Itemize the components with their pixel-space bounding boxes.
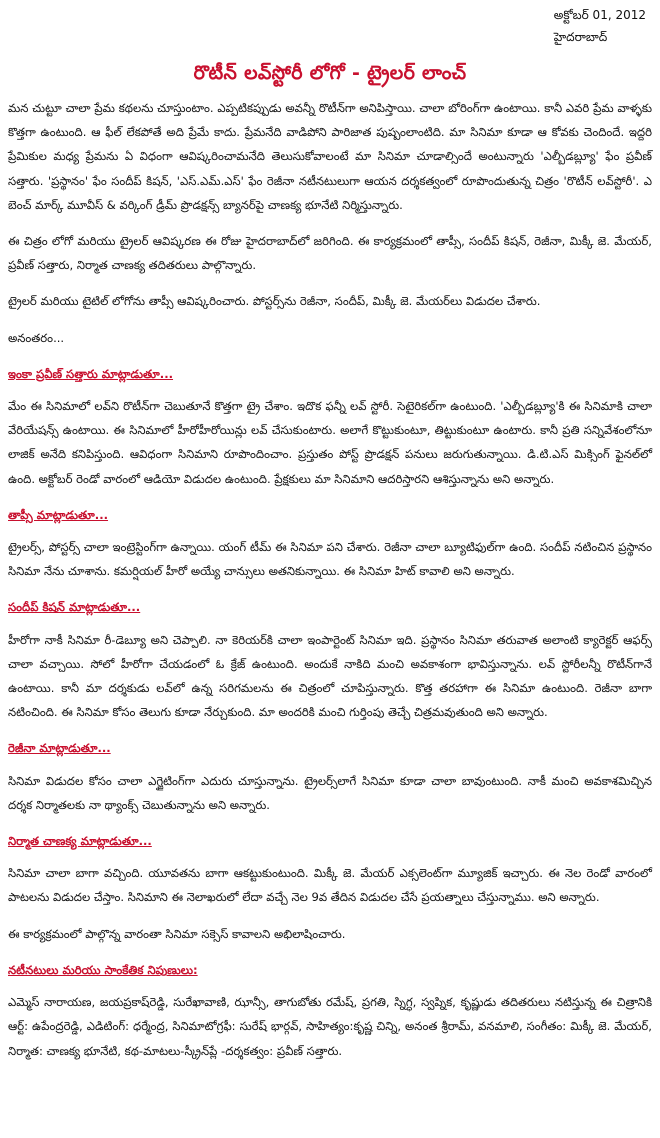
section-heading-sundeep: సందీప్ కిషన్ మాట్లాడుతూ... (8, 600, 141, 615)
paragraph-event: ఈ చిత్రం లోగో మరియు ట్రైలర్ ఆవిష్కరణ ఈ రోజు హైదరాబాద్‌లో జరిగింది. ఈ కార్యక్రమంలో తాప్సీ, సందీప్ కిషన్, రెజీనా, మిక్కీ జె. మేయర్, ప్రవీణ్ సత్తారు, నిర్మాత చాణక్య తదితరులు పాల్గొన్నారు. (8, 234, 652, 273)
section-text-praveen: మేం ఈ సినిమాలో లవ్‌ని రొటీన్‌గా చెబుతూనే కొత్తగా ట్రై చేశాం. ఇదొక ఫన్నీ లవ్ స్టోరీ. సెటైరికల్‌గా ఉంటుంది. 'ఎల్బీడబ్ల్యూ'కి ఈ సినిమాకి చాలా వేరియేషన్స్ ఉంటాయి. ఈ సినిమాలో హీరోహీరోయిన్లు లవ్ చేసుకుంటారు. అలాగే కొట్టుకుంటూ, తిట్టుకుంటూ ఉంటారు. కానీ ప్రతి సన్నివేశంలోనూ లాజిక్ అనేది కనిపిస్తుంది. ఆవిధంగా సినిమాని రూపొందించాం. ప్రస్తుతం పోస్ట్ ప్రొడక్షన్ పనులు జరుగుతున్నాయి. డి.టి.ఎస్ మిక్సింగ్ ఫైనల్‌లో ఉంది. అక్టోబర్ రెండో వారంలో ఆడియో విడుదల ఉంటుంది. ప్రేక్షకులు మా సినిమాని ఆదరిస్తారని ఆశిస్తున్నాను అని అన్నారు. (8, 399, 652, 486)
article-title: రొటీన్ లవ్‌స్టోరీ లోగో - ట్రైలర్ లాంచ్ (193, 62, 467, 84)
place-text: హైదరాబాద్ (553, 30, 608, 44)
section-heading-praveen: ఇంకా ప్రవీణ్ సత్తారు మాట్లాడుతూ... (8, 366, 174, 381)
section-text-taapsee: ట్రైలర్స్, పోస్టర్స్ చాలా ఇంట్రెస్టింగ్‌గా ఉన్నాయి. యంగ్ టీమ్ ఈ సినిమా పని చేశారు. రెజీనా చాలా బ్యూటిఫుల్‌గా ఉంది. సందీప్ నటించిన ప్రస్థానం సినిమా నేను చూశాను. కమర్షియల్ హీరో అయ్యే చాన్సులు అతనికున్నాయి. ఈ సినిమా హిట్ కావాలి అని అన్నారు. (8, 540, 652, 579)
dateline (554, 4, 646, 48)
credits-heading: నటీనటులు మరియు సాంకేతిక నిపుణులు: (8, 962, 198, 977)
credits-text: ఎమ్మెస్ నారాయణ, జయప్రకాష్‌రెడ్డి, సురేఖావాణి, ఝాన్సీ, తాగుబోతు రమేష్, ప్రగతి, స్నిగ్ధ, స్వప్నిక, కృష్ణుడు తదితరులు నటిస్తున్న ఈ చిత్రానికి ఆర్ట్: ఉపేంద్రరెడ్డి, ఎడిటింగ్: ధర్మేంద్ర, సినిమాటోగ్రఫీ: సురేష్ భార్గవ్, సాహిత్యం:కృష్ణ చిన్ని, అనంత శ్రీరామ్, వనమాలి, సంగీతం: మిక్కీ జె. మేయర్, నిర్మాత: చాణక్య భూనేటి, కథ-మాటలు-స్క్రీన్‌ప్లే -దర్శకత్వం: ప్రవీణ్ సత్తారు. (8, 995, 652, 1058)
section-text-sundeep: హీరోగా నాకీ సినిమా రీ-డెబ్యూ అని చెప్పాలి. నా కెరియర్‌కి చాలా ఇంపార్టెంట్ సినిమా ఇది. ప్రస్థానం సినిమా తరువాత అలాంటి క్యారెక్టర్ ఆఫర్స్ చాలా వచ్చాయి. సోలో హీరోగా చేయడంలో ఓ క్రేజ్ ఉంటుంది. అందుకే నాకిది మంచి అవకాశంగా భావిస్తున్నాను. లవ్ స్టోరీలన్నీ రొటీన్‌గానే ఉంటాయి. కానీ మా దర్శకుడు లవ్‌లో ఉన్న సరిగమలను ఈ చిత్రంలో చూపిస్తున్నారు. కొత్త తరహాగా ఈ సినిమా ఉంటుంది. రెజీనా బాగా నటించింది. ఈ సినిమా కోసం తెలుగు కూడా నేర్చుకుంది. మా అందరికి మంచి గుర్తింపు తెచ్చే చిత్రమవుతుంది అని అన్నారు. (8, 632, 652, 720)
section-text-producer: సినిమా చాలా బాగా వచ్చింది. యూవతను బాగా ఆకట్టుకుంటుంది. మిక్కీ జె. మేయర్ ఎక్సలెంట్‌గా మ్యూజిక్ ఇచ్చారు. ఈ నెల రెండో వారంలో పాటలను విడుదల చేస్తాం. సినిమాని ఈ నెలాఖరులో లేదా వచ్చే నెల 9వ తేదిన విడుదల చేసే ప్రయత్నాలు చేస్తున్నాము. అని అన్నారు. (8, 866, 652, 905)
date-text: అక్టోబర్ 01, 2012 (553, 8, 646, 22)
section-heading-regina: రెజీనా మాట్లాడుతూ... (8, 741, 111, 756)
paragraph-after: అనంతరం... (8, 330, 65, 345)
paragraph-launch: ట్రైలర్ మరియు టైటిల్ లోగోను తాప్సీ ఆవిష్కరించారు. పోస్టర్స్‌ను రెజీనా, సందీప్, మిక్కీ జె. మేయర్‌లు విడుదల చేశారు. (8, 294, 541, 309)
section-text-regina: సినిమా విడుదల కోసం చాలా ఎగ్జైటింగ్‌గా ఎదురు చూస్తున్నాను. ట్రైలర్స్‌లాగే సినిమా కూడా చాలా బావుంటుంది. నాకీ మంచి అవకాశమిచ్చిన దర్శక నిర్మాతలకు నా థ్యాంక్స్ చెబుతున్నాను అని అన్నారు. (8, 773, 652, 812)
section-heading-producer: నిర్మాత చాణక్య మాట్లాడుతూ... (8, 834, 152, 849)
paragraph-intro: మన చుట్టూ చాలా ప్రేమ కథలను చూస్తుంటాం. ఎప్పటికప్పుడు అవన్నీ రొటీన్‌గా అనిపిస్తాయి. చాలా బోరింగ్‌గా ఉంటాయి. కానీ ఎవరి ప్రేమ వాళ్ళకు కొత్తగా ఉంటుంది. ఆ ఫీల్ లేకపోతే అది ప్రేమే కాదు. ప్రేమనేది వాడిపోని పారిజాత పుష్పంలాంటిది. మా సినిమా కూడా ఆ కోవకు చెందిందే. ఇద్దరి ప్రేమికుల మధ్య ప్రేమను ఏ విధంగా ఆవిష్కరించామనేది తెలుసుకోవాలంటే మా సినిమా చూడాల్సిందే అంటున్నారు 'ఎల్బీడబ్ల్యూ' ఫేం ప్రవీణ్ సత్తారు. 'ప్రస్థానం' ఫేం సందీప్ కిషన్, 'ఎస్.ఎమ్.ఎస్' ఫేం రెజీనా నటీనటులుగా ఆయన దర్శకత్వంలో రూపొందుతున్న చిత్రం 'రొటీన్ లవ్‌స్టోరీ'. ఎ బెంచ్ మార్క్ మూవీస్ & వర్కింగ్ డ్రీమ్ ప్రొడక్షన్స్ బ్యానర్‌పై చాణక్య భూనేటి నిర్మిస్తున్నారు. (8, 101, 652, 212)
article-body (8, 96, 652, 1075)
section-heading-taapsee: తాప్సీ మాట్లాడుతూ... (8, 507, 109, 522)
closing-paragraph: ఈ కార్యక్రమంలో పాల్గొన్న వారంతా సినిమా సక్సెస్ కావాలని అభిలాషించారు. (8, 926, 346, 941)
